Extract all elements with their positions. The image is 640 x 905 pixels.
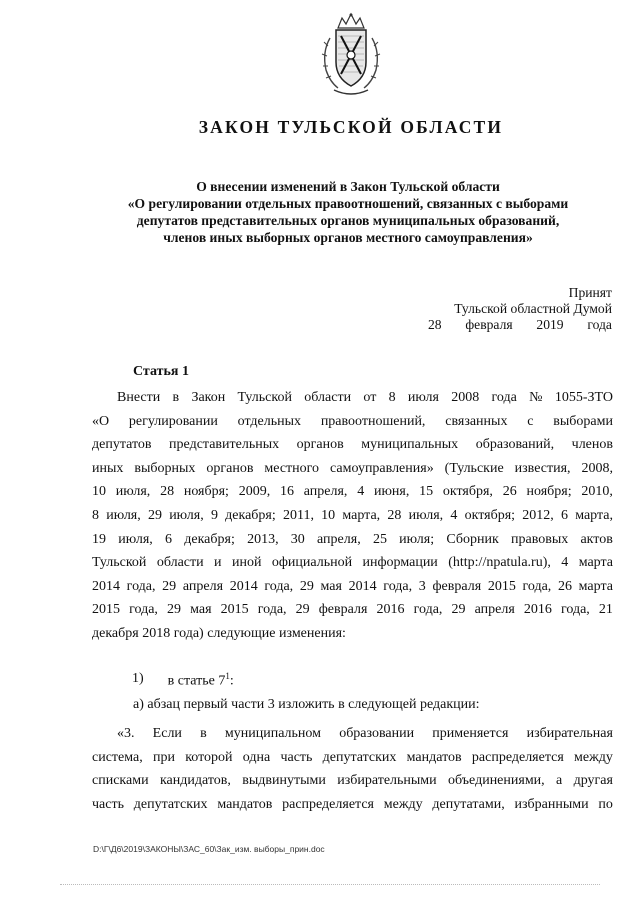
paragraph-line: Тульской области и иной официальной информации (http://npatula.ru), 4 марта [92, 555, 613, 571]
paragraph-line: декабря 2018 года) следующие изменения: [92, 625, 346, 641]
article-paragraph [92, 386, 613, 646]
quoted-text [92, 722, 613, 816]
paragraph-line: 2014 года, 29 апреля 2014 года, 29 мая 2014 года, 3 февраля 2015 года, 26 марта [92, 578, 613, 594]
quote-line: списками кандидатов, выдвинутыми избирательными объединениями, а другая [92, 773, 613, 789]
adopted-by: Тульской областной Думой [454, 301, 612, 316]
article-title: Статья 1 [133, 364, 189, 379]
file-path-footer: D:\Г\Д6\2019\ЗАКОНЫ\ЗАС_60\Зак_изм. выборы_прин.doc [93, 844, 325, 854]
item-1 [132, 671, 234, 690]
adoption-month: февраля [465, 317, 513, 332]
subject-line: депутатов представительных органов муниципальных образований, [136, 213, 560, 228]
quote-line: система, при которой одна часть депутатских мандатов распределяется между [92, 749, 613, 765]
subject-line: членов иных выборных органов местного самоуправления» [163, 230, 533, 245]
paragraph-line: 19 июля, 6 декабря; 2013, 30 апреля, 25 июля; Сборник правовых актов [92, 531, 613, 547]
quote-line: «3. Если в муниципальном образовании применяется избирательная [117, 726, 613, 741]
quote-line: часть депутатских мандатов распределяется между депутатами, избранными по [92, 796, 613, 812]
paragraph-line: депутатов представительных органов муниципальных образований, членов [92, 437, 613, 453]
item-1-colon: : [229, 673, 234, 689]
adoption-year: 2019 [536, 317, 564, 332]
paragraph-line: иных выборных органов местного самоуправления» (Тульские известия, 2008, [92, 460, 613, 476]
item-1-superscript: 1 [225, 671, 230, 681]
paragraph-line: 10 июля, 28 ноября; 2009, 16 апреля, 4 июня, 15 октября, 26 ноября; 2010, [92, 484, 613, 500]
item-1-text [168, 671, 234, 690]
item-1-label: в статье 7 [167, 673, 226, 689]
adoption-day: 28 [428, 317, 442, 332]
subject-line: «О регулировании отдельных правоотношений, связанных с выборами [127, 196, 569, 211]
adoption-block [428, 285, 612, 333]
paragraph-line: 2015 года, 29 мая 2015 года, 29 февраля 2016 года, 29 апреля 2016 года, 21 [92, 602, 613, 618]
law-subject [98, 178, 598, 246]
adopted-word: Принят [568, 285, 612, 300]
tula-coat-of-arms-icon [318, 12, 384, 98]
item-a: а) абзац первый части 3 изложить в следующей редакции: [133, 697, 480, 712]
subject-line: О внесении изменений в Закон Тульской области [196, 179, 500, 194]
paragraph-line: Внести в Закон Тульской области от 8 июля 2008 года № 1055-ЗТО [117, 390, 613, 405]
scan-artifact-divider [60, 884, 600, 889]
adoption-date [428, 317, 612, 333]
law-title: ЗАКОН ТУЛЬСКОЙ ОБЛАСТИ [198, 117, 504, 137]
adoption-year-word: года [587, 317, 612, 332]
paragraph-line: «О регулировании отдельных правоотношений, связанных с выборами [92, 413, 613, 429]
item-1-number: 1) [132, 671, 144, 686]
paragraph-line: 8 июля, 29 июля, 9 декабря; 2011, 10 марта, 28 июля, 4 октября; 2012, 6 марта, [92, 507, 613, 523]
